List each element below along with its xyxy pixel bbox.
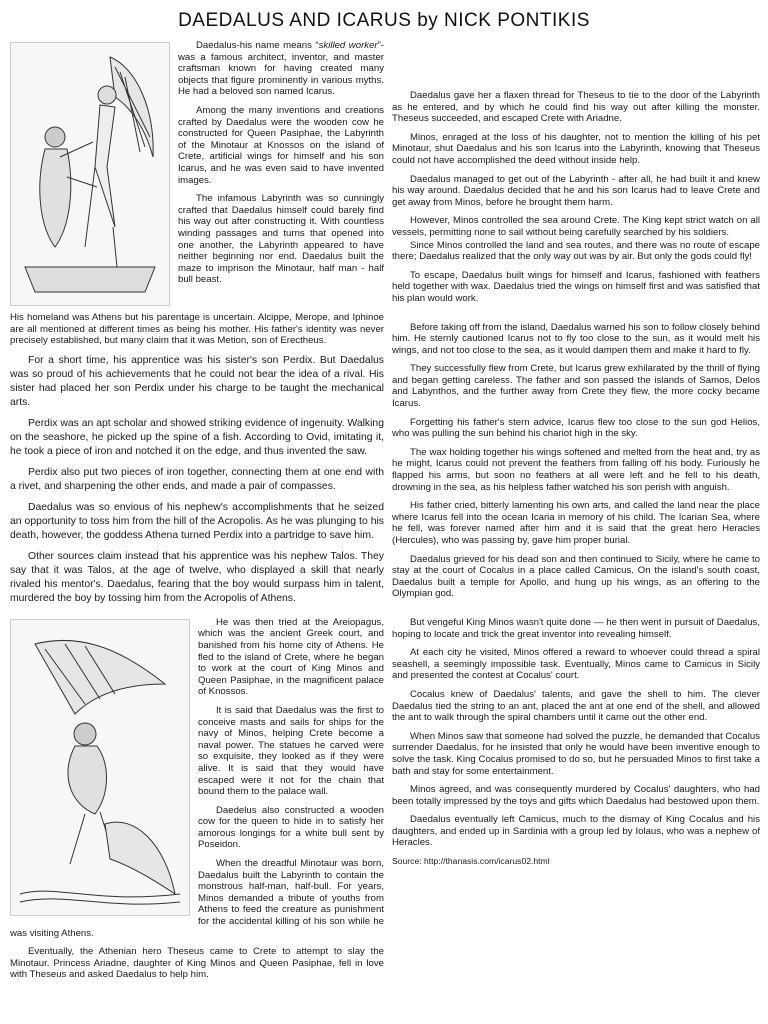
paragraph-minotaur: When the dreadful Minotaur was born, Daedalus built the Labyrinth to contain the monstrous half-man, half-bull. For years, Minos demanded a tribute of youths from Athens to feed the creature as punishment for the accidental killing of his son while he was visiting Athens. [10, 858, 384, 939]
falling-icarus-drawing [15, 624, 185, 911]
paragraph-minos-enraged: Minos, enraged at the loss of his daughter, not to mention the killing of his pet Minotaur, shut Daedalus and his son Icarus into the Labyrinth, knowing that Theseus could not have accomplished the deed without inside help. [392, 131, 760, 166]
daedalus-illustration [10, 42, 170, 306]
icarus-illustration [10, 619, 190, 916]
page-title: DAEDALUS AND ICARUS by NICK PONTIKIS [178, 10, 590, 31]
paragraph-perdix-saw: Perdix was an apt scholar and showed striking evidence of ingenuity. Walking on the seashore, he picked up the spine of a fish. According to Ovid, imitating it, he took a piece of iron and notched it on the edge, and thus invented the saw. [10, 417, 384, 457]
paragraph-perdix-apprentice: For a short time, his apprentice was his sister's son Perdix. But Daedalus was so proud of his achievements that he could not bear the idea of a rival. His sister had placed her son Perdix under his charge to be taught the mechanical arts. [10, 354, 384, 408]
right-column [392, 90, 760, 868]
paragraph-wooden-cow: Daedelus also constructed a wooden cow for the queen to hide in to satisfy her amorous longings for a white bull sent by Poseidon. [198, 804, 384, 851]
paragraph-talos: Other sources claim instead that his apprentice was his nephew Talos. They say that it was Talos, at the age of twelve, who displayed a skill that nearly rivaled his mentor's. Daedalus, fearing that the boy would surpass him in talent, murdered the boy by tossing him from the Acropolis of Athens. [10, 550, 384, 604]
paragraph-perdix-compasses: Perdix also put two pieces of iron together, connecting them at one end with a rivet, and sharpening the other ends, and made a pair of compasses. [10, 466, 384, 492]
spacer [392, 607, 760, 617]
paragraph-helios: Forgetting his father's stern advice, Icarus flew too close to the sun god Helios, who was pulling the sun behind his chariot high in the sky. [392, 416, 760, 440]
paragraph-theseus: Eventually, the Athenian hero Theseus came to Crete to attempt to slay the Minotaur. Princess Ariadne, daughter of King Minos and Queen Pasiphae, fell in love with Theseus and asked Daedalus to help him. [10, 946, 384, 981]
paragraph-by-air: Since Minos controlled the land and sea routes, and there was no route of escape there; Daedalus realized that the only way out was by air. But only the gods could fly! [392, 239, 760, 263]
paragraph-murder: Minos agreed, and was consequently murdered by Cocalus' daughters, who had been totally impressed by the toys and gifts which Daedalus had bestowed upon them. [392, 784, 760, 807]
paragraph-surrender: When Minos saw that someone had solved the puzzle, he demanded that Cocalus surrender Daedalus, for he insisted that only he would have been inventive enough to solve the task. King Cocalus promised to do so, but he persuaded Minos to first take a bath and stay for some entertainment. [392, 730, 760, 777]
paragraph-flight: They successfully flew from Crete, but Icarus grew exhilarated by the thrill of flying and began getting careless. The father and son passed the islands of Samos, Delos and Labynthos, and the further away from Crete they flew, the more cocky became Icarus. [392, 363, 760, 410]
winged-figures-drawing [15, 47, 165, 301]
paragraph-pursuit: But vengeful King Minos wasn't quite done — he then went in pursuit of Daedalus, hoping to locate and trick the great inventor into revealing himself. [392, 616, 760, 640]
paragraph-perdix-acropolis: Daedalus was so envious of his nephew's accomplishments that he seized an opportunity to toss him from the hill of the Acropolis. As he was plunging to his death, however, the goddess Athena turned Perdix into a partridge to save him. [10, 501, 384, 541]
paragraph-masts-sails: It is said that Daedalus was the first to conceive masts and sails for ships for the navy of Minos, helping Crete become a naval power. The statues he carved were so exquisite, they looked as if they were alive. It is said that they would have escaped were it not for the chain that bound them to the palace wall. [198, 704, 384, 798]
paragraph-flaxen-thread: Daedalus gave her a flaxen thread for Theseus to tie to the door of the Labyrinth as he entered, and by which he could find his way out after killing the monster. Theseus succeeded, and escaped Crete with Ariadne. [392, 90, 760, 125]
paragraph-seashell: At each city he visited, Minos offered a reward to whoever could thread a spiral seashell, a seemingly impossible task. Eventually, Minos came to Camicus in Sicily and presented the contest at Cocalus' court. [392, 647, 760, 682]
left-column [10, 40, 384, 988]
spacer [392, 312, 760, 322]
paragraph-areiopagus: He was then tried at the Areiopagus, which was the ancient Greek court, and banished from his home city of Athens. He fled to the island of Crete, where he began to work at the court of King Minos and Queen Pasiphae, in the magnificent palace of Knossos. [198, 616, 384, 698]
source-citation: Source: http://thanasis.com/icarus02.html [392, 856, 550, 867]
paragraph-sea-control: However, Minos controlled the sea around Crete. The King kept strict watch on all vessels, permitting none to sail without being carefully searched by his soldiers. [392, 215, 760, 238]
paragraph-escape-labyrinth: Daedalus managed to get out of the Labyrinth - after all, he had built it and knew his way around. Daedalus decided that he and his son Icarus had to leave Crete and get away from Minos, before he brought them harm. [392, 173, 760, 208]
paragraph-labyrinth: The infamous Labyrinth was so cunningly crafted that Daedalus himself could barely find his way out after constructing it. With countless winding passages and turns that opened into one another, the Labyrinth appeared to have neither beginning nor end. Daedalus built the maze to imprison the Minotaur, half man - half bull beast. [178, 193, 384, 286]
paragraph-ant: Cocalus knew of Daedalus' talents, and gave the shell to him. The clever Daedalus tied the string to an ant, placed the ant at one end of the shell, and allowed the ant to walk through the spiral chambers until it came out the other end. [392, 688, 760, 724]
paragraph-wax-melts: The wax holding together his wings softened and melted from the heat and, try as he might, Icarus could not prevent the feathers from falling off his body. Furiously he flapped his arms, but soon no feathers at all were left and he fell to his death, drowning in the sea, as his helpless father watched his son perish with anguish. [392, 446, 760, 493]
paragraph-sardinia: Daedalus eventually left Camicus, much to the dismay of King Cocalus and his daughters, and ended up in Sardinia with a group led by Iolaus, who was a nephew of Heracles. [392, 814, 760, 849]
paragraph-warning: Before taking off from the island, Daedalus warned his son to follow closely behind him. He sternly cautioned Icarus not to fly too close to the sun, as it would melt his wings, and not too close to the sea, as it would dampen them and make it hard to fly. [392, 321, 760, 356]
paragraph-icarian-sea: His father cried, bitterly lamenting his own arts, and called the land near the place where Icarus fell into the ocean Icaria in memory of his child. The Icarian Sea, where he fell, was forever named after him and it is said that the great hero Heracles (Hercules), who was passing by, gave him proper burial. [392, 500, 760, 546]
paragraph-intro: Daedalus-his name means “skilled worker”- was a famous architect, inventor, and master craftsman known for having created many objects that figure prominently in various myths. He had a beloved son named Icarus. [178, 40, 384, 98]
paragraph-wings: To escape, Daedalus built wings for himself and Icarus, fashioned with feathers held together with wax. Daedalus tried the wings on himself first and was satisfied that his plan would work. [392, 269, 760, 304]
paragraph-inventions: Among the many inventions and creations crafted by Daedalus were the wooden cow he constructed for Queen Pasiphae, the Labyrinth of the Minotaur at Knossos on the island of Crete, artificial wings for himself and his son Icarus, and he was even said to have invented images. [178, 104, 384, 186]
paragraph-sicily: Daedalus grieved for his dead son and then continued to Sicily, where he came to stay at the court of Cocalus in a place called Camicus. On the island's south coast, Daedalus built a temple for Apollo, and hung up his wings, as an offering to the Olympian god. [392, 553, 760, 600]
paragraph-parentage: His homeland was Athens but his parentage is uncertain. Alcippe, Merope, and Iphinoe are all mentioned at different times as being his mother. His father's identity was never precisely established, but many claim that it was Metion, son of Erectheus. [10, 312, 384, 347]
